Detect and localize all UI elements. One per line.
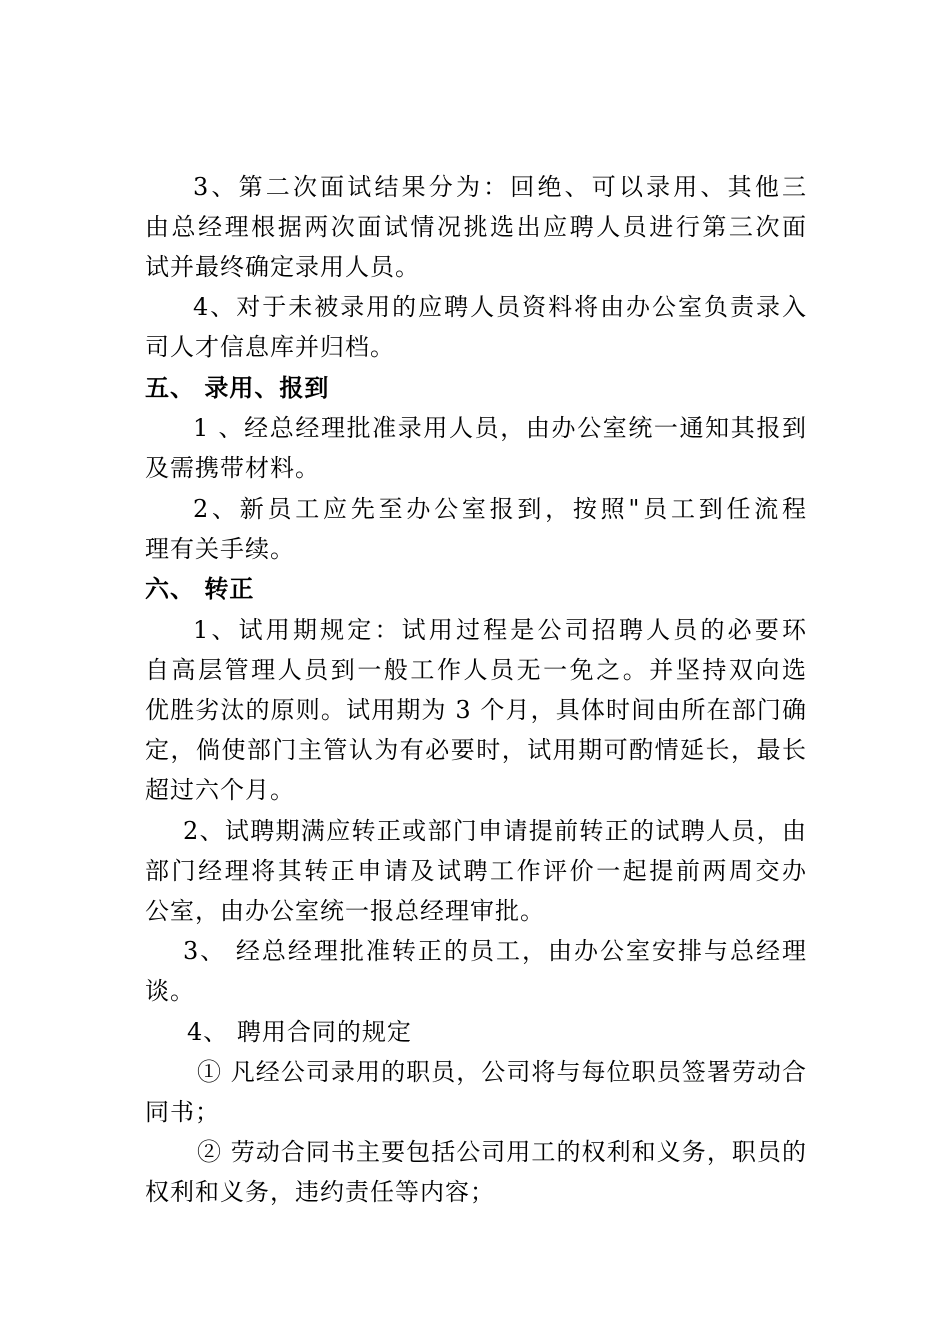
paragraph-line-10: 理有关手续。 bbox=[145, 535, 295, 563]
paragraph-line-14: 优胜劣汰的原则。试用期为 3 个月，具体时间由所在部门确 bbox=[145, 696, 807, 724]
paragraph-line-20: 3、 经总经理批准转正的员工，由办公室安排与总经理 bbox=[183, 937, 807, 965]
paragraph-line-15: 定，倘使部门主管认为有必要时，试用期可酌情延长，最长 bbox=[145, 736, 807, 764]
paragraph-line-13: 自高层管理人员到一般工作人员无一免之。并坚持双向选 bbox=[145, 656, 807, 684]
paragraph-line-18: 部门经理将其转正申请及试聘工作评价一起提前两周交办 bbox=[145, 857, 807, 885]
paragraph-line-25: ② 劳动合同书主要包括公司用工的权利和义务，职员的 bbox=[197, 1138, 807, 1166]
paragraph-line-3: 试并最终确定录用人员。 bbox=[145, 253, 420, 281]
paragraph-line-19: 公室，由办公室统一报总经理审批。 bbox=[145, 897, 545, 925]
section-heading-6: 六、 转正 bbox=[145, 575, 255, 603]
section-heading-5: 五、 录用、报到 bbox=[145, 374, 330, 402]
paragraph-line-1: 3、第二次面试结果分为：回绝、可以录用、其他三 bbox=[193, 173, 807, 201]
paragraph-line-23: ① 凡经公司录用的职员，公司将与每位职员签署劳动合 bbox=[197, 1058, 807, 1086]
paragraph-line-16: 超过六个月。 bbox=[145, 776, 295, 804]
paragraph-line-7: 1 、经总经理批准录用人员，由办公室统一通知其报到 bbox=[193, 414, 807, 442]
paragraph-line-4: 4、对于未被录用的应聘人员资料将由办公室负责录入 bbox=[193, 293, 807, 321]
paragraph-line-17: 2、试聘期满应转正或部门申请提前转正的试聘人员，由 bbox=[183, 817, 807, 845]
paragraph-line-24: 同书； bbox=[145, 1098, 220, 1126]
paragraph-line-9: 2、新员工应先至办公室报到，按照"员工到任流程 bbox=[193, 495, 807, 523]
paragraph-line-8: 及需携带材料。 bbox=[145, 454, 320, 482]
paragraph-line-22: 4、 聘用合同的规定 bbox=[187, 1018, 412, 1046]
paragraph-line-12: 1、试用期规定：试用过程是公司招聘人员的必要环 bbox=[193, 616, 807, 644]
paragraph-line-2: 由总经理根据两次面试情况挑选出应聘人员进行第三次面 bbox=[145, 213, 807, 241]
paragraph-line-5: 司人才信息库并归档。 bbox=[145, 333, 395, 361]
paragraph-line-21: 谈。 bbox=[145, 977, 195, 1005]
paragraph-line-26: 权利和义务，违约责任等内容； bbox=[145, 1178, 495, 1206]
